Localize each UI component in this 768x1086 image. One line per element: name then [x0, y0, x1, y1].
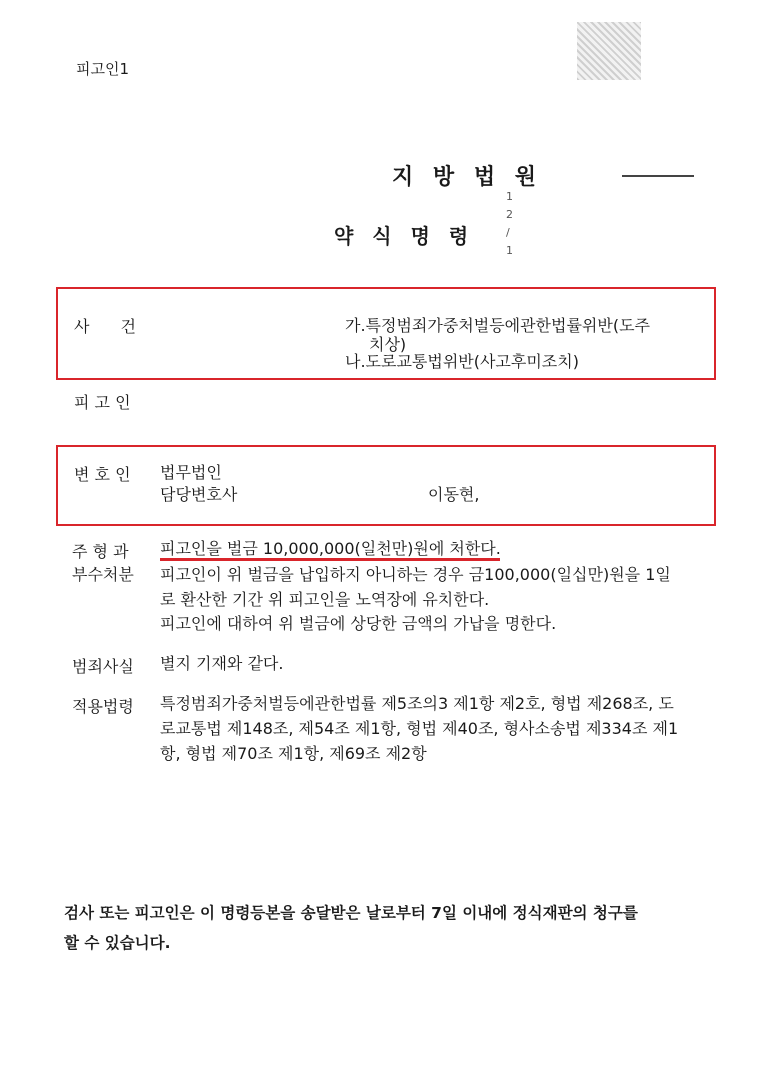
facts-text: 별지 기재와 같다. [160, 654, 284, 673]
appeal-notice [64, 898, 704, 958]
document-title: 약 식 명 령 [334, 224, 475, 248]
notice-line: 검사 또는 피고인은 이 명령등본을 송달받은 날로부터 7일 이내에 정식재판의 청구를 [64, 904, 638, 922]
defendant-label: 피 고 인 [74, 393, 131, 412]
laws-line: 특정범죄가중처벌등에관한법률 제5조의3 제1항 제2호, 형법 제268조, 도 [160, 694, 674, 713]
case-line: 치상) [369, 335, 407, 354]
notice-line: 할 수 있습니다. [64, 934, 171, 952]
case-line: 나.도로교통법위반(사고후미조치) [345, 352, 579, 371]
court-name: 지 방 법 원 [392, 165, 542, 190]
side-mark: 2 [506, 208, 513, 221]
side-mark: 1 [506, 244, 513, 257]
stamp-seal [577, 22, 641, 80]
facts-label: 범죄사실 [72, 657, 134, 676]
counsel-firm: 법무법인 [160, 463, 222, 482]
sentence-label: 주 형 과 [72, 542, 129, 561]
counsel-highlight-box [56, 445, 716, 526]
counsel-label: 변 호 인 [74, 465, 131, 484]
laws-line: 로교통법 제148조, 제54조 제1항, 형법 제40조, 형사소송법 제334조 제1 [160, 719, 679, 738]
counsel-attorney-name: 이동현, [428, 485, 480, 504]
side-mark: 1 [506, 190, 513, 203]
sentence-underline [160, 558, 500, 561]
laws-line: 항, 형법 제70조 제1항, 제69조 제2항 [160, 744, 427, 763]
corner-label: 피고인1 [76, 60, 130, 78]
laws-label: 적용법령 [72, 697, 134, 716]
sentence-main: 피고인을 벌금 10,000,000(일천만)원에 처한다. [160, 539, 501, 558]
sentence-line: 피고인에 대하여 위 벌금에 상당한 금액의 가납을 명한다. [160, 614, 557, 633]
sentence-line: 로 환산한 기간 위 피고인을 노역장에 유치한다. [160, 590, 490, 609]
side-marks [506, 188, 516, 260]
case-line: 가.특정범죄가중처벌등에관한법률위반(도주 [345, 316, 650, 335]
side-mark: / [506, 226, 510, 239]
case-label: 사 건 [74, 317, 136, 336]
sentence-label: 부수처분 [72, 565, 134, 584]
sentence-line: 피고인이 위 벌금을 납입하지 아니하는 경우 금100,000(일십만)원을 1일 [160, 565, 671, 584]
counsel-attorney-label: 담당변호사 [160, 485, 238, 504]
signature-line [622, 175, 694, 177]
